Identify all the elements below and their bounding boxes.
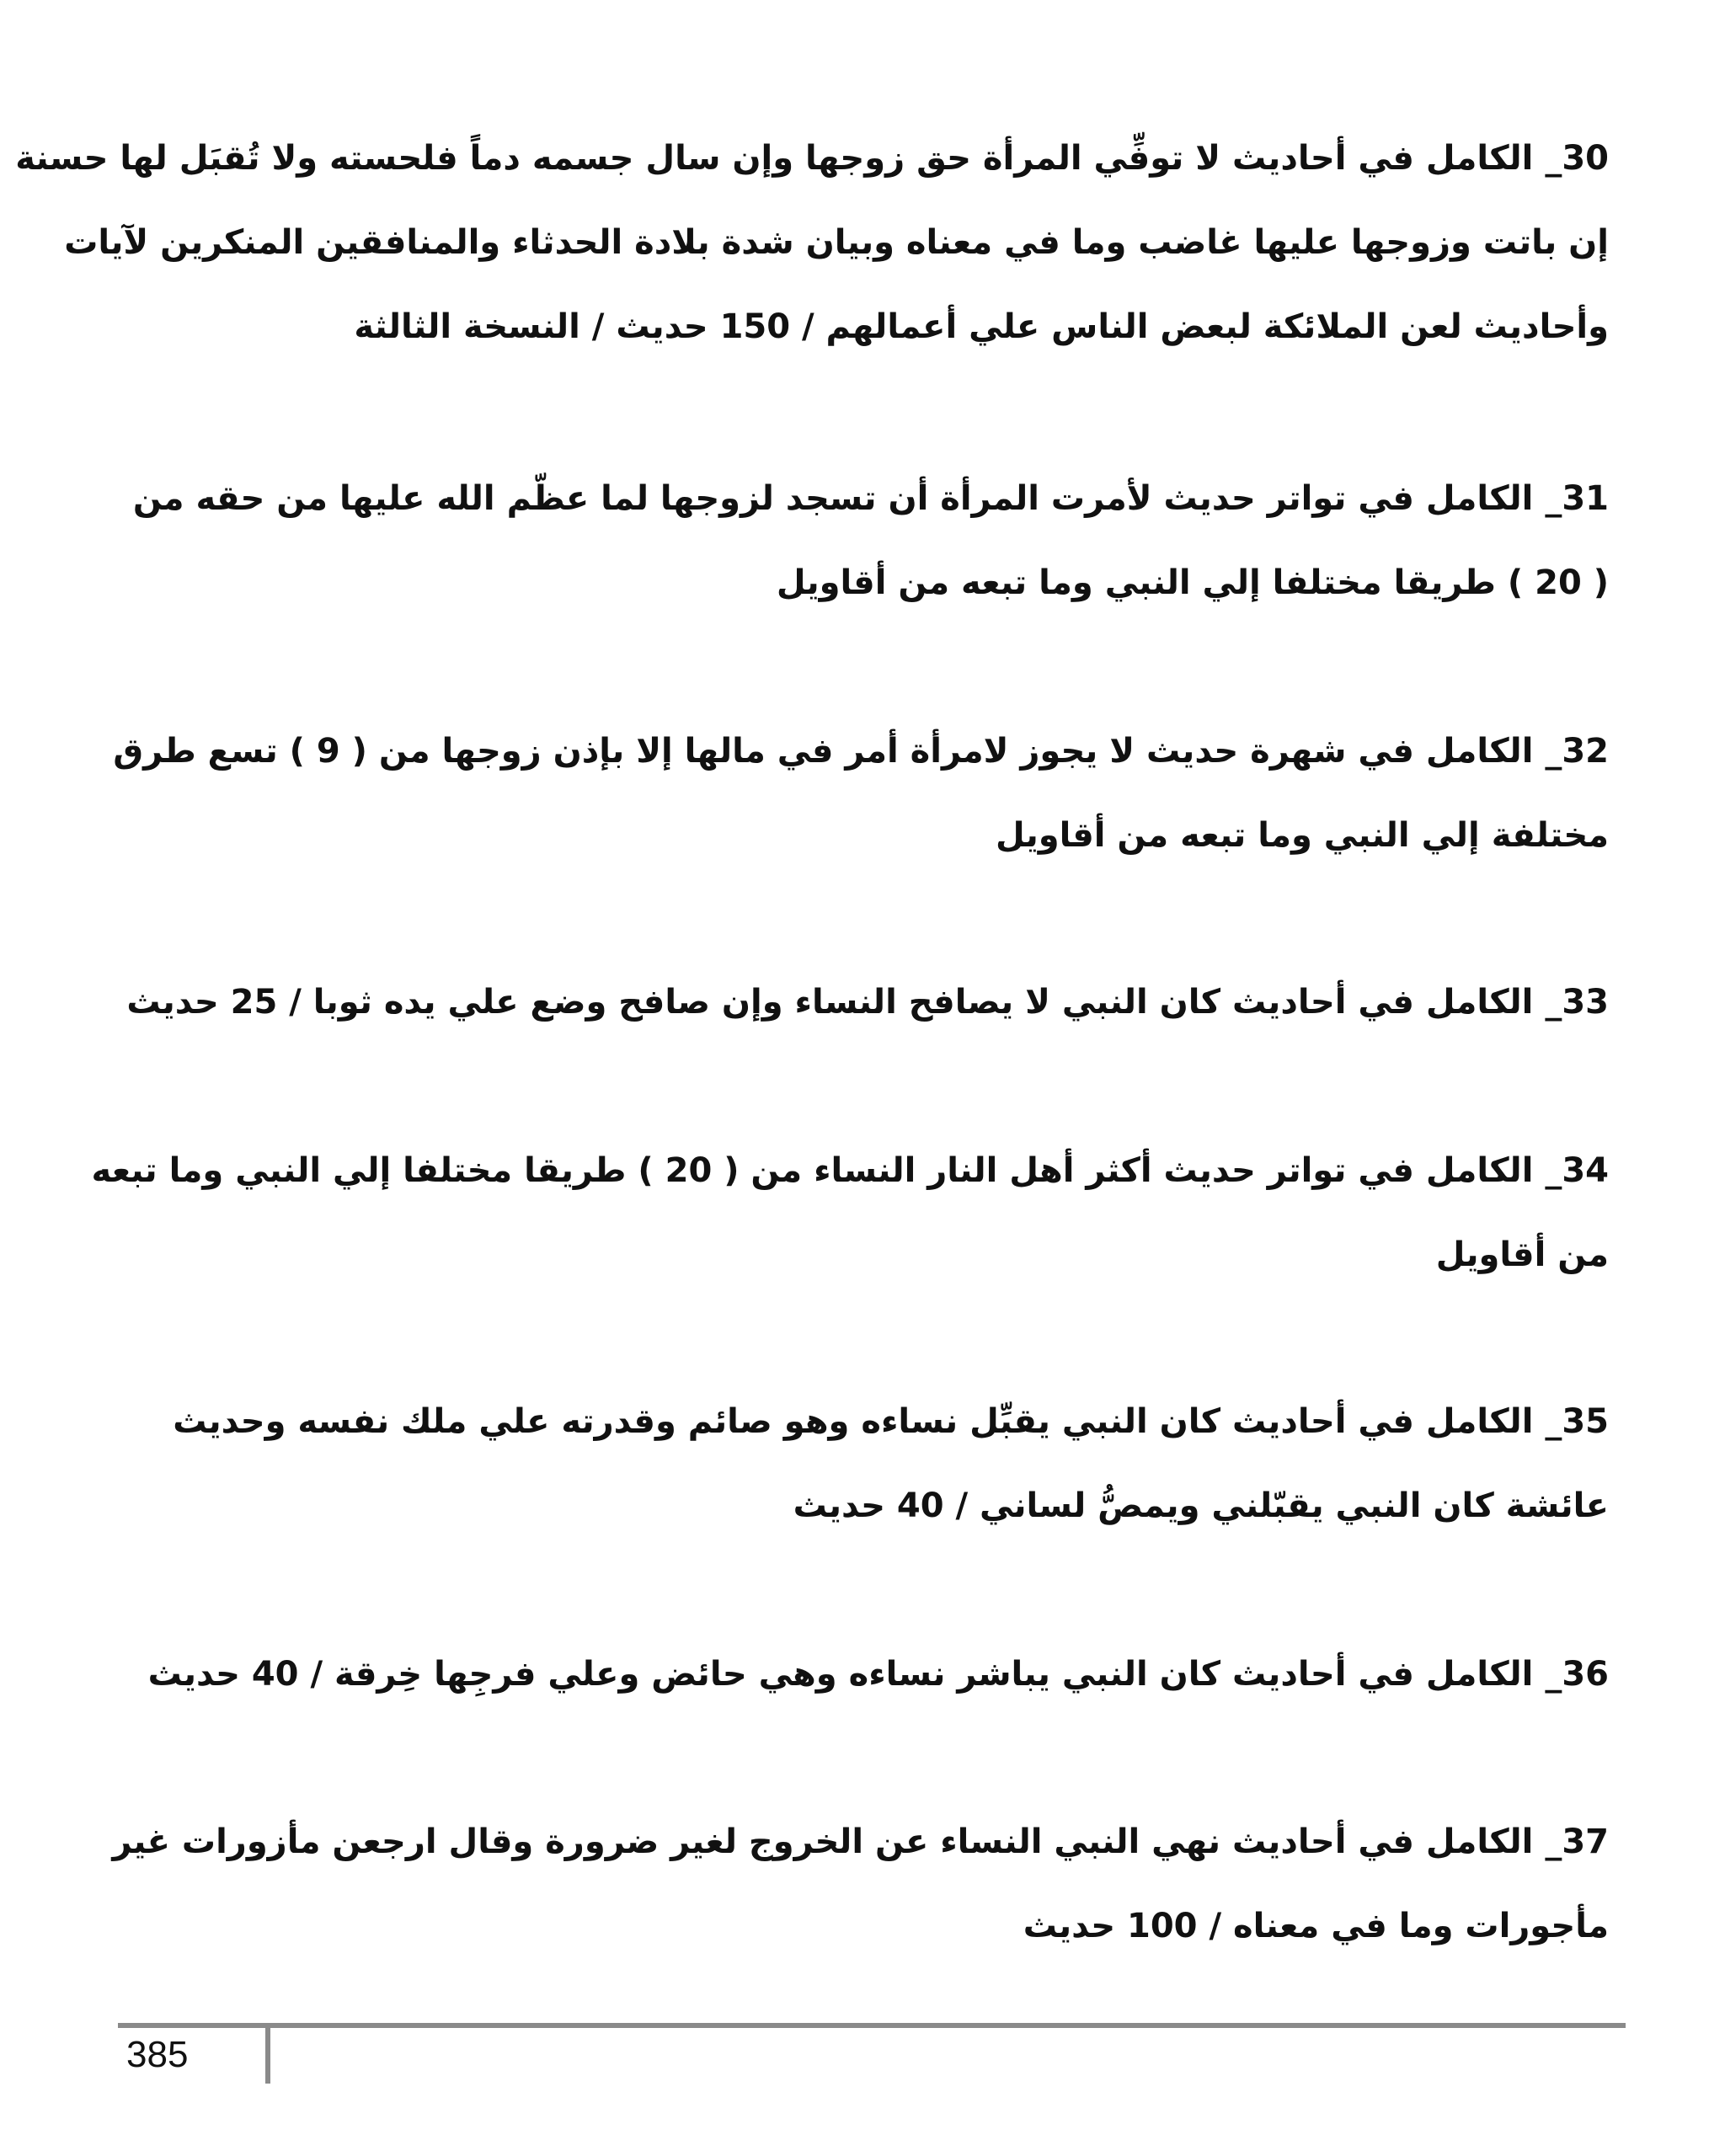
entry-line: عائشة كان النبي يقبّلني ويمصُّ لساني / 40 حديث bbox=[793, 1486, 1609, 1525]
entry-line: 30_ الكامل في أحاديث لا توفِّي المرأة حق زوجها وإن سال جسمه دماً فلحسته ولا تُقبَل لها حسنة bbox=[15, 139, 1609, 178]
footer-divider-tick bbox=[265, 2023, 270, 2084]
entry-line: 33_ الكامل في أحاديث كان النبي لا يصافح النساء وإن صافح وضع علي يده ثوبا / 25 حديث bbox=[126, 983, 1609, 1022]
entry-36 bbox=[118, 1632, 1609, 1716]
entries-list bbox=[15, 0, 1609, 2004]
entry-31 bbox=[118, 456, 1609, 625]
entry-34 bbox=[91, 1129, 1609, 1297]
entry-line: 35_ الكامل في أحاديث كان النبي يقبِّل نساءه وهو صائم وقدرته علي ملك نفسه وحديث bbox=[173, 1402, 1609, 1441]
entry-line: 37_ الكامل في أحاديث نهي النبي النساء عن الخروج لغير ضرورة وقال ارجعن مأزورات غير bbox=[112, 1822, 1609, 1861]
entry-line: من أقاويل bbox=[1435, 1235, 1609, 1274]
entry-line: مأجورات وما في معناه / 100 حديث bbox=[1023, 1907, 1609, 1945]
entry-line: ( 20 ) طريقا مختلفا إلي النبي وما تبعه من أقاويل bbox=[776, 563, 1609, 602]
entry-line: 34_ الكامل في تواتر حديث أكثر أهل النار النساء من ( 20 ) طريقا مختلفا إلي النبي وما تبعه bbox=[91, 1151, 1609, 1190]
entry-line: مختلفة إلي النبي وما تبعه من أقاويل bbox=[995, 816, 1609, 855]
entry-line: وأحاديث لعن الملائكة لبعض الناس علي أعمالهم / 150 حديث / النسخة الثالثة bbox=[354, 307, 1609, 346]
entry-33 bbox=[118, 960, 1609, 1044]
entry-line: 31_ الكامل في تواتر حديث لأمرت المرأة أن تسجد لزوجها لما عظّم الله عليها من حقه من bbox=[132, 479, 1609, 518]
entry-line: إن باتت وزوجها عليها غاضب وما في معناه وبيان شدة بلادة الحدثاء والمنافقين المنكرين لآيات bbox=[64, 223, 1609, 262]
entry-30 bbox=[15, 116, 1609, 369]
footer-rule bbox=[118, 2023, 1626, 2028]
entry-line: 32_ الكامل في شهرة حديث لا يجوز لامرأة أمر في مالها إلا بإذن زوجها من ( 9 ) تسع طرق bbox=[113, 732, 1609, 771]
entry-line: 36_ الكامل في أحاديث كان النبي يباشر نساءه وهي حائض وعلي فرجِها خِرقة / 40 حديث bbox=[147, 1655, 1609, 1694]
page-number: 385 bbox=[126, 2034, 189, 2075]
entry-32 bbox=[113, 709, 1609, 878]
entry-35 bbox=[118, 1380, 1609, 1548]
entry-37 bbox=[112, 1800, 1609, 1968]
